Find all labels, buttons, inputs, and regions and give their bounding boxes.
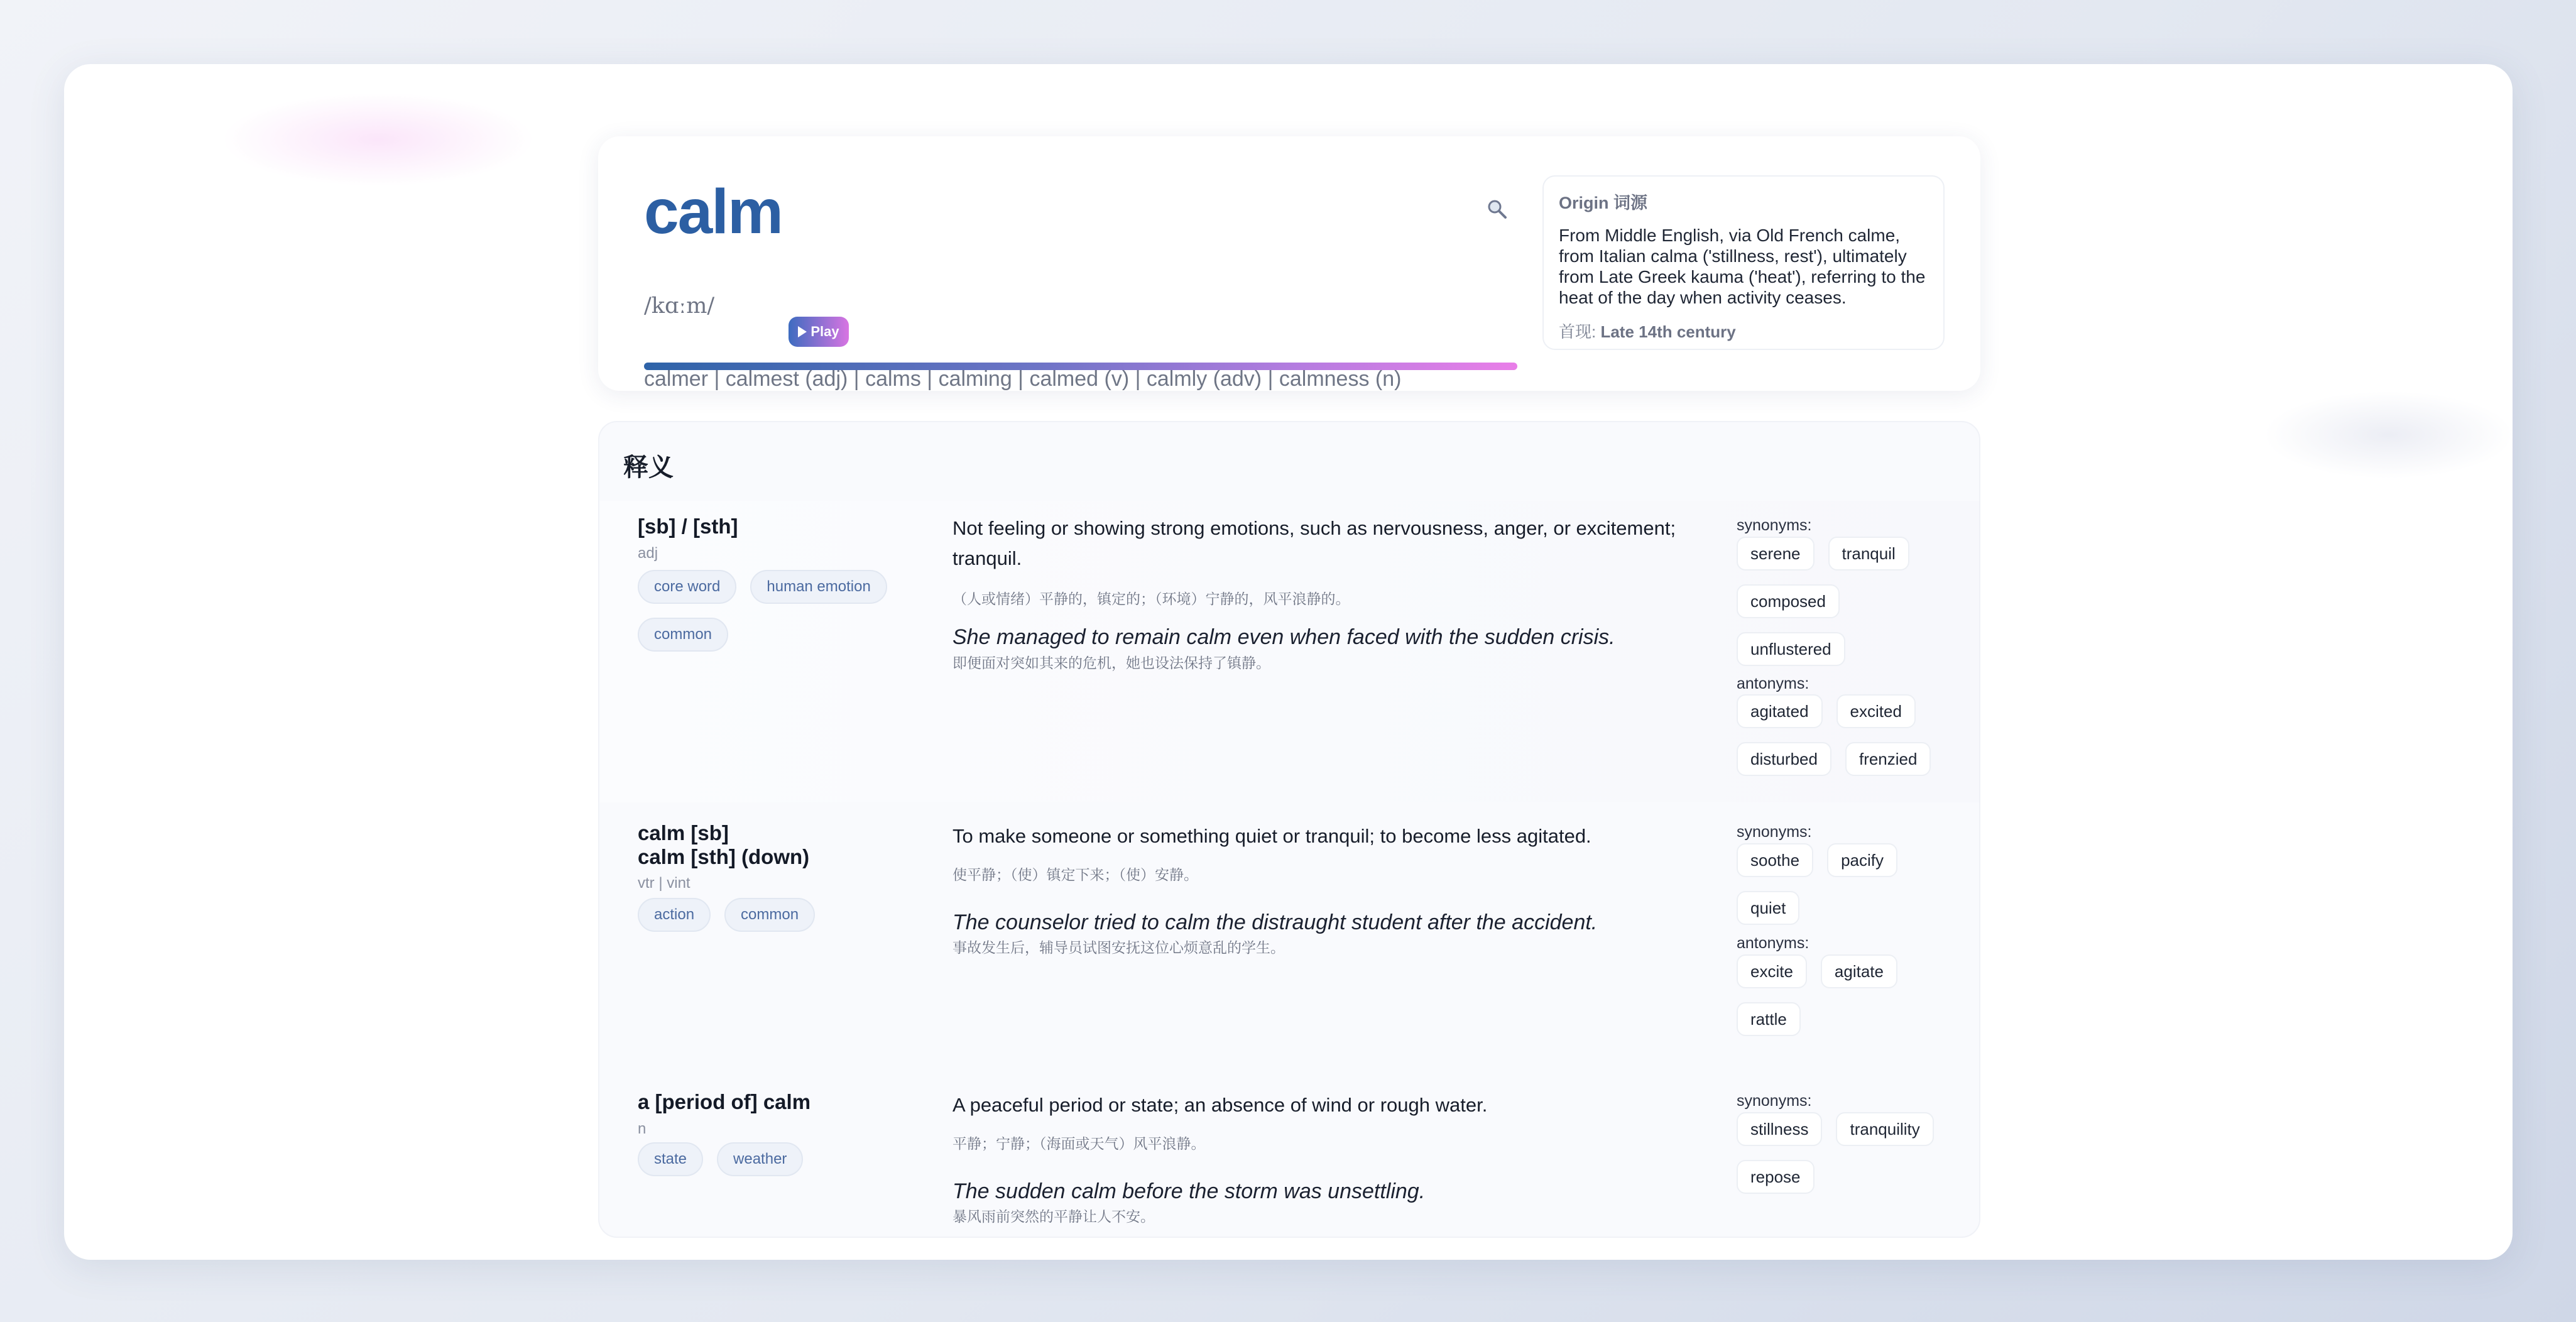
decorative-glow — [2263, 391, 2513, 479]
entry-header-card — [598, 136, 1980, 391]
sense-item — [599, 501, 1980, 802]
antonym-chip[interactable]: excited — [1836, 694, 1916, 728]
antonym-chip[interactable]: agitated — [1737, 694, 1823, 728]
first-attested-value: Late 14th century — [1600, 322, 1736, 341]
definition-chinese: 使平静；（使）镇定下来；（使）安静。 — [952, 866, 1198, 883]
synonym-chip[interactable]: stillness — [1737, 1112, 1822, 1146]
definition-chinese: （人或情绪）平静的，镇定的；（环境）宁静的，风平浪静的。 — [952, 591, 1350, 607]
sense-item — [599, 821, 1980, 1073]
word-forms: calmer | calmest (adj) | calms | calming | calmed (v) | calmly (adv) | calmness (n) — [644, 367, 1402, 391]
antonym-list — [1737, 954, 1950, 1036]
decorative-glow — [221, 92, 535, 187]
synonym-chip[interactable]: serene — [1737, 537, 1815, 571]
tag-chip[interactable]: state — [638, 1142, 703, 1176]
antonyms-label: antonyms: — [1737, 934, 1809, 952]
phonetic-transcription: /kɑːm/ — [644, 293, 715, 319]
usage-pattern: calm [sb] calm [sth] (down) — [638, 821, 810, 868]
definition-english: To make someone or something quiet or tranquil; to become less agitated. — [952, 825, 1591, 847]
app-window — [64, 64, 2513, 1260]
antonym-chip[interactable]: frenzied — [1845, 742, 1931, 776]
synonym-list — [1737, 1112, 1950, 1194]
first-attested-label: 首现: — [1559, 322, 1596, 341]
example-english: The counselor tried to calm the distraught student after the accident. — [952, 910, 1598, 934]
definition-english: A peaceful period or state; an absence of wind or rough water. — [952, 1094, 1488, 1116]
synonyms-label: synonyms: — [1737, 823, 1812, 841]
tag-list — [638, 570, 902, 652]
headword: calm — [644, 177, 782, 247]
example-english: The sudden calm before the storm was unsettling. — [952, 1179, 1426, 1203]
definition-english: Not feeling or showing strong emotions, such as nervousness, anger, or excitement; tranquil. — [952, 517, 1676, 569]
synonym-chip[interactable]: repose — [1737, 1160, 1815, 1194]
definitions-card — [598, 421, 1980, 1238]
synonym-list — [1737, 843, 1950, 925]
antonym-chip[interactable]: disturbed — [1737, 742, 1831, 776]
synonyms-label: synonyms: — [1737, 516, 1812, 534]
origin-title: Origin 词源 — [1559, 194, 1647, 212]
example-chinese: 事故发生后，辅导员试图安抚这位心烦意乱的学生。 — [952, 939, 1285, 956]
synonym-chip[interactable]: tranquil — [1828, 537, 1909, 571]
part-of-speech: adj — [638, 545, 658, 562]
synonyms-label: synonyms: — [1737, 1092, 1812, 1110]
definition-chinese: 平静；宁静；（海面或天气）风平浪静。 — [952, 1135, 1206, 1152]
tag-list — [638, 898, 902, 932]
tag-chip[interactable]: common — [724, 898, 815, 932]
example-chinese: 暴风雨前突然的平静让人不安。 — [952, 1208, 1155, 1225]
synonym-chip[interactable]: tranquility — [1836, 1112, 1933, 1146]
play-label: Play — [810, 324, 839, 339]
example-chinese: 即便面对突如其来的危机，她也设法保持了镇静。 — [952, 655, 1270, 671]
part-of-speech: vtr | vint — [638, 875, 690, 892]
tag-chip[interactable]: weather — [717, 1142, 803, 1176]
example-english: She managed to remain calm even when faced with the sudden crisis. — [952, 625, 1615, 649]
synonym-chip[interactable]: unflustered — [1737, 632, 1845, 666]
antonym-chip[interactable]: excite — [1737, 954, 1807, 988]
first-attested — [1559, 319, 1928, 342]
tag-chip[interactable]: common — [638, 618, 728, 652]
origin-text: From Middle English, via Old French calme, from Italian calma ('stillness, rest'), ultimately from Late Greek kauma ('heat'), referring to the heat of the day when activity ceases. — [1559, 226, 1926, 307]
play-pronunciation-button[interactable] — [789, 317, 849, 347]
origin-panel — [1542, 175, 1945, 350]
usage-pattern: a [period of] calm — [638, 1090, 811, 1113]
tag-chip[interactable]: human emotion — [750, 570, 887, 604]
antonym-chip[interactable]: rattle — [1737, 1002, 1801, 1036]
part-of-speech: n — [638, 1120, 647, 1137]
antonym-list — [1737, 694, 1950, 776]
synonym-chip[interactable]: pacify — [1827, 843, 1897, 877]
sense-item — [599, 1090, 1980, 1238]
tag-chip[interactable]: core word — [638, 570, 736, 604]
antonyms-label: antonyms: — [1737, 675, 1809, 692]
tag-list — [638, 1142, 902, 1176]
play-icon — [798, 326, 807, 337]
synonym-chip[interactable]: composed — [1737, 584, 1840, 618]
dictionary-column — [598, 136, 1980, 1238]
synonym-chip[interactable]: soothe — [1737, 843, 1813, 877]
tag-chip[interactable]: action — [638, 898, 711, 932]
usage-pattern: [sb] / [sth] — [638, 515, 738, 538]
synonym-chip[interactable]: quiet — [1737, 891, 1799, 925]
synonym-list — [1737, 537, 1950, 666]
antonym-chip[interactable]: agitate — [1821, 954, 1897, 988]
definitions-heading: 释义 — [623, 454, 674, 481]
search-icon[interactable] — [1486, 198, 1507, 219]
